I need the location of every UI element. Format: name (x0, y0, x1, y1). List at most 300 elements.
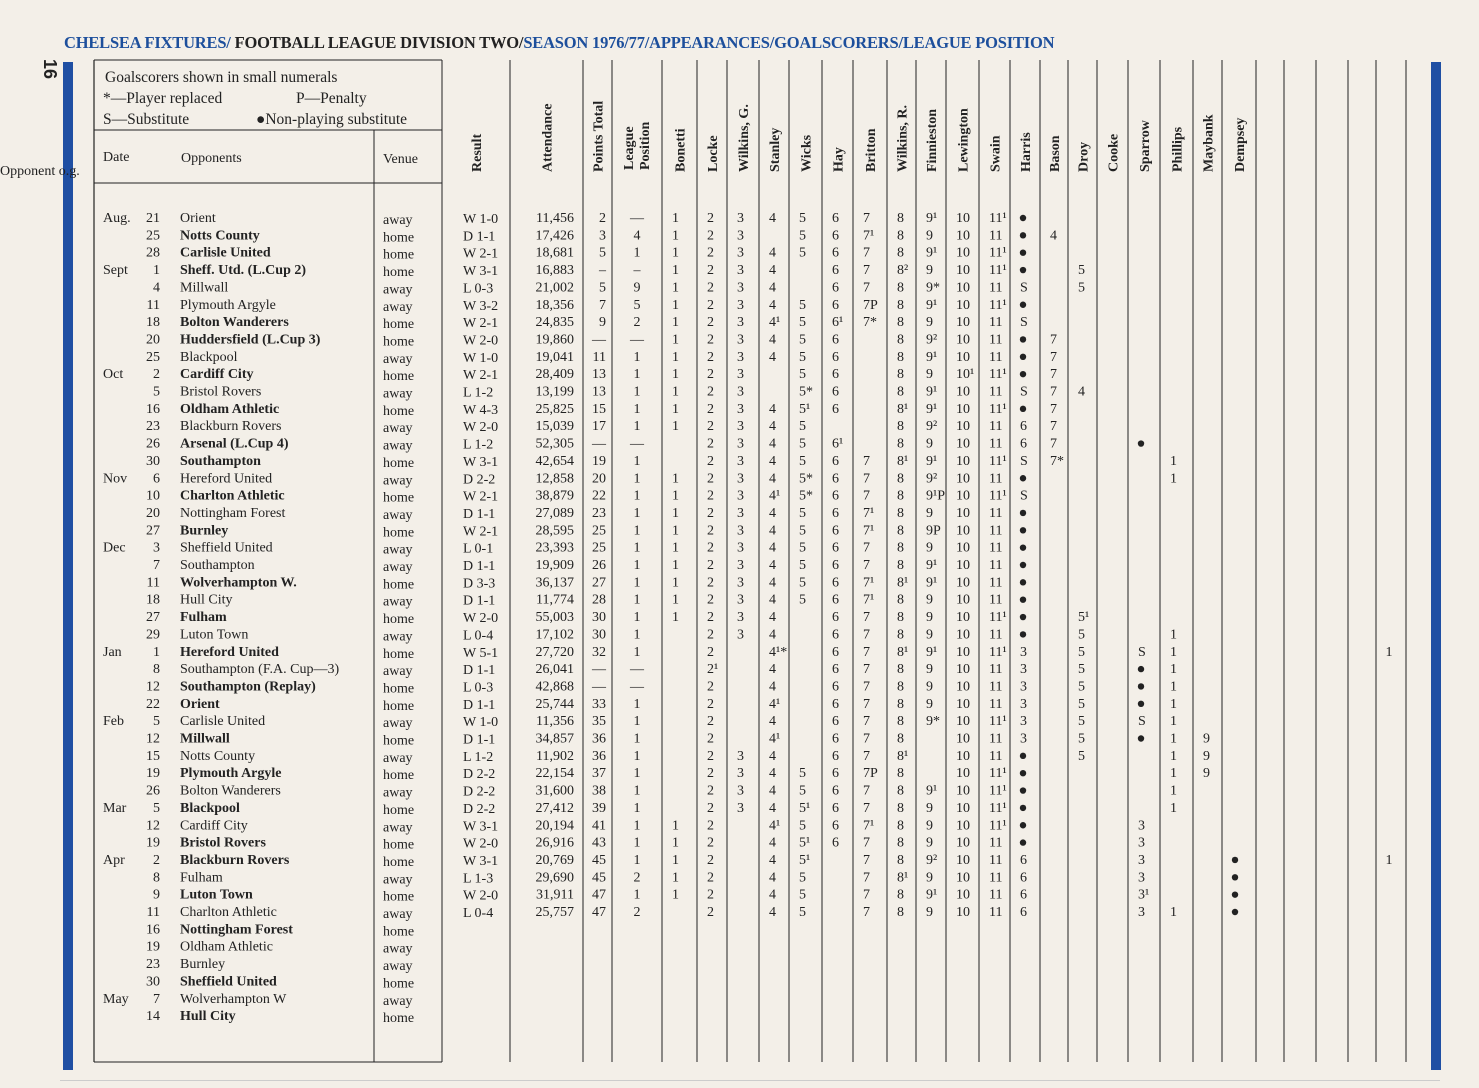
fixture-position: — (630, 662, 644, 678)
player-cell: 8¹ (897, 401, 909, 417)
player-cell: 1 (1170, 905, 1177, 920)
player-cell: 6 (832, 558, 839, 573)
player-cell: 8¹ (897, 644, 909, 660)
player-cell: 5* (799, 488, 813, 504)
fixture-day: 29 (146, 627, 160, 643)
fixture-attendance: 28,409 (535, 367, 574, 383)
fixture-opponent: Sheffield United (180, 540, 273, 556)
player-cell: 3 (737, 540, 744, 556)
player-cell: 6 (832, 575, 839, 591)
fixture-points: 37 (592, 766, 606, 782)
fixture-position: — (630, 679, 644, 695)
player-cell: 5 (799, 419, 806, 435)
player-cell: 4 (769, 679, 776, 695)
player-cell: 4 (769, 263, 776, 279)
fixture-opponent: Arsenal (L.Cup 4) (180, 436, 289, 452)
fixture-venue: away (383, 820, 413, 836)
opponent-og-cell: 1 (1385, 644, 1393, 660)
fixture-position: 1 (633, 488, 641, 504)
fixture-venue: home (383, 455, 415, 471)
fixture-opponent: Southampton (Replay) (180, 679, 316, 695)
player-cell: 5 (799, 315, 806, 331)
player-cell: 1 (672, 280, 679, 296)
fixture-opponent: Carlisle United (180, 714, 266, 730)
fixture-points: 25 (592, 523, 606, 539)
fixture-position: 1 (633, 800, 641, 816)
player-cell: 9* (926, 714, 940, 730)
player-cell: 9 (926, 228, 933, 244)
fixture-venue: away (383, 351, 413, 367)
player-cell: 11 (989, 731, 1003, 747)
player-cell: 4 (769, 349, 776, 365)
fixture-opponent: Nottingham Forest (180, 505, 286, 521)
player-cell: 3 (1020, 731, 1027, 747)
player-cell: 2 (707, 835, 714, 851)
player-cell: S (1020, 280, 1028, 296)
player-cell: 1 (672, 852, 679, 868)
fixture-attendance: 19,860 (535, 332, 574, 348)
fixture-result: L 0-1 (463, 541, 494, 557)
player-cell: 1 (1170, 800, 1177, 816)
player-cell: 3 (737, 766, 744, 782)
player-cell: 4 (769, 297, 776, 313)
fixture-result: W 2-0 (463, 611, 499, 627)
player-cell: 10 (956, 644, 970, 660)
player-cell: 10 (956, 540, 970, 556)
player-cell: 1 (672, 592, 679, 608)
fixture-position: 4 (633, 228, 641, 244)
player-cell: 7 (1050, 332, 1057, 348)
fixture-attendance: 11,902 (536, 748, 574, 764)
player-cell: 6 (832, 384, 839, 400)
player-cell: 9¹ (926, 349, 938, 365)
player-cell: 7¹ (863, 228, 875, 244)
fixture-result: W 3-1 (463, 264, 499, 280)
player-cell: 9 (926, 818, 933, 834)
player-cell: 4 (769, 471, 776, 487)
fixture-opponent: Burnley (180, 523, 229, 539)
fixture-points: — (592, 332, 606, 348)
non-playing-sub-dot (1020, 302, 1026, 308)
player-cell: 10 (956, 453, 970, 469)
column-header: Position (638, 121, 653, 170)
fixture-attendance: 25,757 (535, 905, 574, 920)
fixture-venue: home (383, 403, 415, 419)
player-cell: 9¹P (926, 488, 945, 504)
player-cell: 3 (737, 592, 744, 608)
player-cell: 2 (707, 748, 714, 764)
player-cell: 2 (707, 558, 714, 573)
player-cell: 5 (1078, 280, 1085, 296)
legend-penalty: P—Penalty (296, 90, 367, 107)
player-cell: 11¹ (989, 211, 1007, 226)
fixture-position: 1 (633, 783, 641, 799)
fixture-day: 28 (146, 245, 160, 261)
fixture-opponent: Bolton Wanderers (180, 315, 289, 331)
player-cell: 11 (989, 280, 1003, 296)
fixture-venue: home (383, 889, 415, 905)
player-cell: 7 (863, 731, 870, 747)
player-cell: 3 (1138, 835, 1145, 851)
player-cell: 1 (672, 610, 679, 626)
fixture-position: 1 (633, 471, 641, 487)
column-header: Stanley (768, 127, 783, 172)
non-playing-sub-dot (1232, 857, 1238, 863)
fixture-venue: away (383, 993, 413, 1009)
fixture-position: – (633, 263, 641, 279)
fixture-points: 5 (599, 245, 606, 261)
player-cell: 5 (799, 766, 806, 782)
player-cell: 11¹ (989, 610, 1007, 626)
fixture-month: Sept (103, 263, 128, 279)
fixture-attendance: 38,879 (535, 488, 574, 504)
player-cell: 8 (897, 488, 904, 504)
fixture-points: 33 (592, 696, 606, 712)
player-cell: 4¹* (769, 644, 788, 660)
fixture-points: 27 (592, 575, 606, 591)
player-cell: 11 (989, 419, 1003, 435)
fixture-attendance: 42,868 (535, 679, 574, 695)
fixture-attendance: 11,774 (536, 592, 574, 608)
fixture-day: 5 (153, 384, 160, 400)
player-cell: 7 (863, 835, 870, 851)
player-cell: 10 (956, 800, 970, 816)
player-cell: 7 (863, 696, 870, 712)
player-cell: 2 (707, 280, 714, 296)
player-cell: 2 (707, 349, 714, 365)
player-cell: 1 (672, 870, 679, 886)
player-cell: 6 (832, 245, 839, 261)
player-cell: 3 (1020, 696, 1027, 712)
player-cell: 2 (707, 610, 714, 626)
player-cell: 8 (897, 505, 904, 521)
player-cell: 11 (989, 835, 1003, 851)
player-cell: 3 (737, 263, 744, 279)
player-cell: 4 (769, 835, 776, 851)
player-cell: 7 (863, 453, 870, 469)
fixture-attendance: 36,137 (535, 575, 574, 591)
player-cell: 9 (926, 505, 933, 521)
fixture-venue: away (383, 941, 413, 957)
fixture-venue: away (383, 421, 413, 437)
fixture-venue: home (383, 681, 415, 697)
fixture-day: 27 (146, 610, 160, 626)
player-cell: 2 (707, 471, 714, 487)
player-cell: 10 (956, 384, 970, 400)
player-cell: 1 (672, 558, 679, 573)
player-cell: 11¹ (989, 800, 1007, 816)
fixture-venue: away (383, 872, 413, 888)
player-cell: 11¹ (989, 401, 1007, 417)
fixture-position: 1 (633, 540, 641, 556)
player-cell: 1 (672, 332, 679, 348)
fixture-day: 11 (146, 905, 160, 920)
player-cell: 10 (956, 783, 970, 799)
fixture-result: D 1-1 (463, 506, 496, 522)
column-header: Droy (1076, 141, 1092, 172)
player-cell: 3 (737, 800, 744, 816)
fixture-day: 25 (146, 349, 160, 365)
fixture-opponent: Hereford United (180, 644, 279, 660)
non-playing-sub-dot (1020, 250, 1026, 256)
player-cell: 6 (1020, 887, 1027, 903)
player-cell: 3 (737, 558, 744, 573)
player-cell: 10 (956, 471, 970, 487)
fixture-venue: away (383, 542, 413, 558)
player-cell: 11 (989, 523, 1003, 539)
player-cell: 11 (989, 505, 1003, 521)
player-cell: 4 (769, 662, 776, 678)
fixture-position: 1 (633, 419, 641, 435)
player-cell: 3 (1020, 679, 1027, 695)
player-cell: 9 (926, 696, 933, 712)
column-header: Lewington (956, 108, 972, 172)
fixture-day: 18 (146, 315, 160, 331)
fixture-position: 1 (633, 644, 641, 660)
player-cell: 7 (1050, 349, 1057, 365)
player-cell: 8 (897, 540, 904, 556)
player-cell: 3 (1138, 905, 1145, 920)
player-cell: 6 (832, 453, 839, 469)
fixture-opponent: Hull City (180, 592, 233, 608)
player-cell: 9 (926, 627, 933, 643)
player-cell: 10 (956, 436, 970, 452)
fixture-month: Aug. (103, 211, 131, 226)
player-cell: 1 (672, 505, 679, 521)
fixture-points: 2 (599, 211, 606, 226)
player-cell: 9¹ (926, 245, 938, 261)
fixture-attendance: 34,857 (535, 731, 574, 747)
player-cell: 8² (897, 263, 909, 279)
fixture-result: D 2-2 (463, 801, 496, 817)
player-cell: 11 (989, 575, 1003, 591)
header-date: Date (103, 150, 130, 165)
fixture-day: 8 (153, 870, 160, 886)
player-cell: 10 (956, 852, 970, 868)
player-cell: 5 (799, 367, 806, 383)
player-cell: 9 (1203, 748, 1210, 764)
fixture-attendance: 17,426 (535, 228, 574, 244)
player-cell: 7¹ (863, 505, 875, 521)
player-cell: 10 (956, 662, 970, 678)
fixture-opponent: Charlton Athletic (180, 905, 277, 920)
fixture-position: 1 (633, 384, 641, 400)
player-cell: 3 (737, 471, 744, 487)
fixture-result: W 2-0 (463, 888, 499, 904)
fixture-venue: away (383, 438, 413, 454)
fixture-result: W 2-1 (463, 368, 499, 384)
player-cell: 1 (672, 523, 679, 539)
player-cell: 8 (897, 367, 904, 383)
player-cell: S (1138, 644, 1146, 660)
fixture-points: 7 (599, 297, 606, 313)
player-cell: 5 (1078, 644, 1085, 660)
non-playing-sub-dot (1020, 562, 1026, 568)
fixture-points: 5 (599, 280, 606, 296)
player-cell: 3 (737, 783, 744, 799)
fixture-day: 30 (146, 974, 160, 990)
fixture-position: 1 (633, 887, 641, 903)
non-playing-sub-dot (1020, 631, 1026, 637)
player-cell: 2 (707, 228, 714, 244)
fixture-day: 16 (146, 401, 160, 417)
non-playing-sub-dot (1020, 215, 1026, 221)
fixture-day: 5 (153, 714, 160, 730)
player-cell: 11 (989, 332, 1003, 348)
player-cell: 9¹ (926, 783, 938, 799)
legend-replaced: *—Player replaced (103, 90, 223, 107)
fixture-attendance: 42,654 (535, 453, 574, 469)
player-cell: 8 (897, 731, 904, 747)
fixture-day: 6 (153, 471, 160, 487)
player-cell: 3 (1020, 644, 1027, 660)
non-playing-sub-dot (1020, 839, 1026, 845)
fixture-attendance: 15,039 (535, 419, 574, 435)
fixture-position: 1 (633, 367, 641, 383)
player-cell: 11¹ (989, 818, 1007, 834)
player-cell: S (1020, 315, 1028, 331)
player-cell: S (1020, 453, 1028, 469)
fixture-venue: home (383, 369, 415, 385)
player-cell: 2 (707, 714, 714, 730)
fixture-day: 15 (146, 748, 160, 764)
player-cell: 9¹ (926, 297, 938, 313)
player-cell: 7 (863, 679, 870, 695)
fixture-venue: home (383, 247, 415, 263)
player-cell: 2 (707, 627, 714, 643)
fixture-position: — (630, 436, 644, 452)
player-cell: 4 (769, 401, 776, 417)
fixture-day: 18 (146, 592, 160, 608)
fixture-result: W 2-0 (463, 333, 499, 349)
fixture-attendance: 13,199 (535, 384, 574, 400)
title-part-2: FOOTBALL LEAGUE DIVISION TWO/ (230, 33, 524, 52)
non-playing-sub-dot (1232, 874, 1238, 880)
player-cell: 10 (956, 419, 970, 435)
player-cell: 5 (799, 505, 806, 521)
fixture-points: – (599, 263, 606, 279)
fixture-result: W 1-0 (463, 212, 499, 227)
fixture-attendance: 19,909 (535, 558, 574, 573)
player-cell: 8 (897, 332, 904, 348)
player-cell: 2 (707, 263, 714, 279)
fixture-venue: home (383, 802, 415, 818)
player-cell: 4 (769, 905, 776, 920)
column-header: Opponent o.g. (0, 164, 80, 179)
player-cell: 7 (863, 488, 870, 504)
player-cell: 5 (799, 228, 806, 244)
player-cell: 7 (863, 471, 870, 487)
player-cell: 1 (672, 211, 679, 226)
player-cell: 6 (832, 696, 839, 712)
fixture-points: 36 (592, 731, 606, 747)
player-cell: 8 (897, 523, 904, 539)
player-cell: 1 (672, 315, 679, 331)
fixture-opponent: Carlisle United (180, 245, 271, 261)
fixture-points: 36 (592, 748, 606, 764)
player-cell: 11¹ (989, 367, 1007, 383)
fixture-day: 11 (146, 297, 160, 313)
fixture-points: 22 (592, 488, 606, 504)
fixture-attendance: 23,393 (535, 540, 574, 556)
non-playing-sub-dot (1232, 909, 1238, 915)
player-cell: 2 (707, 436, 714, 452)
player-cell: 1 (672, 818, 679, 834)
fixture-points: 35 (592, 714, 606, 730)
fixture-opponent: Luton Town (180, 627, 249, 643)
fixture-day: 19 (146, 835, 160, 851)
title-part-3: SEASON 1976/77/APPEARANCES/GOALSCORERS/LEAGUE POSITION (523, 33, 1055, 52)
fixture-venue: home (383, 612, 415, 628)
fixture-opponent: Luton Town (180, 887, 253, 903)
fixture-position: 1 (633, 453, 641, 469)
player-cell: 7 (863, 662, 870, 678)
player-cell: 2 (707, 367, 714, 383)
fixture-attendance: 26,916 (535, 835, 574, 851)
player-cell: 3 (737, 349, 744, 365)
fixture-opponent: Notts County (180, 748, 256, 764)
fixture-result: D 3-3 (463, 576, 496, 592)
player-cell: 2 (707, 575, 714, 591)
player-cell: 8¹ (897, 870, 909, 886)
column-header: Swain (988, 135, 1004, 172)
player-cell: 8¹ (897, 575, 909, 591)
fixture-position: 1 (633, 748, 641, 764)
player-cell: 11¹ (989, 488, 1007, 504)
player-cell: 8 (897, 349, 904, 365)
player-cell: 2 (707, 245, 714, 261)
fixture-position: 5 (633, 297, 641, 313)
player-cell: 3 (737, 384, 744, 400)
player-cell: 7 (863, 905, 870, 920)
player-cell: 3 (737, 748, 744, 764)
player-cell: 6 (832, 610, 839, 626)
non-playing-sub-dot (1020, 770, 1026, 776)
player-cell: 7 (863, 280, 870, 296)
fixture-points: 41 (592, 818, 606, 834)
player-cell: 5 (1078, 696, 1085, 712)
fixture-position: 1 (633, 818, 641, 834)
fixture-day: 8 (153, 662, 160, 678)
player-cell: 9² (926, 419, 938, 435)
fixture-opponent: Wolverhampton W. (180, 575, 297, 591)
fixture-day: 23 (146, 419, 160, 435)
column-header: Sparrow (1138, 120, 1153, 172)
fixture-points: 20 (592, 471, 606, 487)
fixture-day: 26 (146, 436, 160, 452)
player-cell: 10 (956, 523, 970, 539)
player-cell: 11 (989, 436, 1003, 452)
fixture-result: D 1-1 (463, 732, 496, 748)
player-cell: 6 (832, 280, 839, 296)
fixture-opponent: Sheffield United (180, 974, 277, 990)
player-cell: 2 (707, 592, 714, 608)
non-playing-sub-dot (1232, 891, 1238, 897)
fixture-venue: home (383, 577, 415, 593)
player-cell: 10 (956, 315, 970, 331)
player-cell: 4 (769, 332, 776, 348)
player-cell: 7 (863, 558, 870, 573)
fixture-venue: home (383, 317, 415, 333)
fixture-position: 1 (633, 627, 641, 643)
page-number: 16 (40, 59, 60, 80)
fixture-position: 1 (633, 401, 641, 417)
player-cell: 5¹ (799, 401, 811, 417)
fixture-points: 30 (592, 610, 606, 626)
player-cell: 3 (737, 315, 744, 331)
fixture-opponent: Southampton (180, 453, 261, 469)
player-cell: 8 (897, 245, 904, 261)
